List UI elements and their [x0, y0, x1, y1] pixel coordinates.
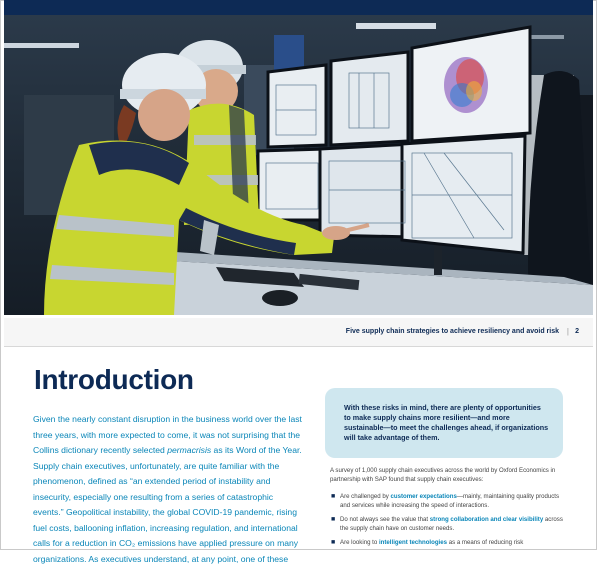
running-header-separator: | [566, 327, 569, 336]
bullet-icon: ■ [331, 539, 336, 547]
findings-list [330, 493, 568, 554]
cover-banner [4, 0, 593, 15]
list-item-emphasis: intelligent technologies [378, 539, 448, 547]
bullet-icon: ■ [331, 493, 336, 500]
callout-text: With these risks in mind, there are plenty of opportunities to make supply chains more resilient—and more sustainable—to meet the challenges ahead, if organizations will take advantage of them. [344, 403, 549, 442]
list-item-text: as a means of reducing risk [447, 539, 524, 547]
list-item-text: Are challenged by [340, 493, 391, 500]
list-item-text: Do not always see the value that [340, 516, 430, 524]
running-header-title: Five supply chain strategies to achieve resiliency and avoid risk [345, 328, 559, 335]
page-number: 2 [575, 328, 579, 335]
bullet-icon: ■ [331, 516, 336, 524]
hero-photo [4, 15, 593, 315]
list-item-text: —mainly, maintaining quality products and services while increasing the speed of interactions. [340, 493, 560, 509]
survey-intro: A survey of 1,000 supply chain executives across the world by Oxford Economics in partnership with SAP found that supply chain executives: [330, 467, 556, 483]
list-item-text: across the supply chain have on customer needs. [340, 516, 563, 532]
intro-text-part-1: Given the nearly constant disruption in the business world over the last three years, with more expected to come, it was not surprising that the Collins dictionary recently selected [33, 414, 302, 455]
list-item [330, 516, 568, 533]
intro-text-part-2: as its Word of the Year. Supply chain executives, unfortunately, are quite familiar with the phenomenon, defined as “an extended period of instability and insecurity, especially one resulting from a series of catastrophic events.” Geopolitical instability, the global COVID-19 pandemic, rising fuel costs, ballooning inflation, increasing regulation, and international calls for a reduction in CO₂ emissions have applied pressure on many organizations. As executives understand, at any point, one of these [33, 445, 302, 564]
list-item-text: Are looking to [340, 539, 379, 547]
intro-text-italic: permacrisis [167, 445, 212, 455]
running-header [4, 318, 593, 347]
section-heading: Introduction [34, 364, 194, 395]
list-item [330, 493, 568, 510]
callout-box [325, 388, 563, 458]
intro-paragraph [33, 412, 305, 567]
list-item-emphasis: customer expectations [390, 493, 457, 500]
list-item [330, 539, 568, 548]
engineers-at-monitors-illustration [4, 15, 593, 315]
list-item-emphasis: strong collaboration and clear visibility [429, 516, 544, 524]
